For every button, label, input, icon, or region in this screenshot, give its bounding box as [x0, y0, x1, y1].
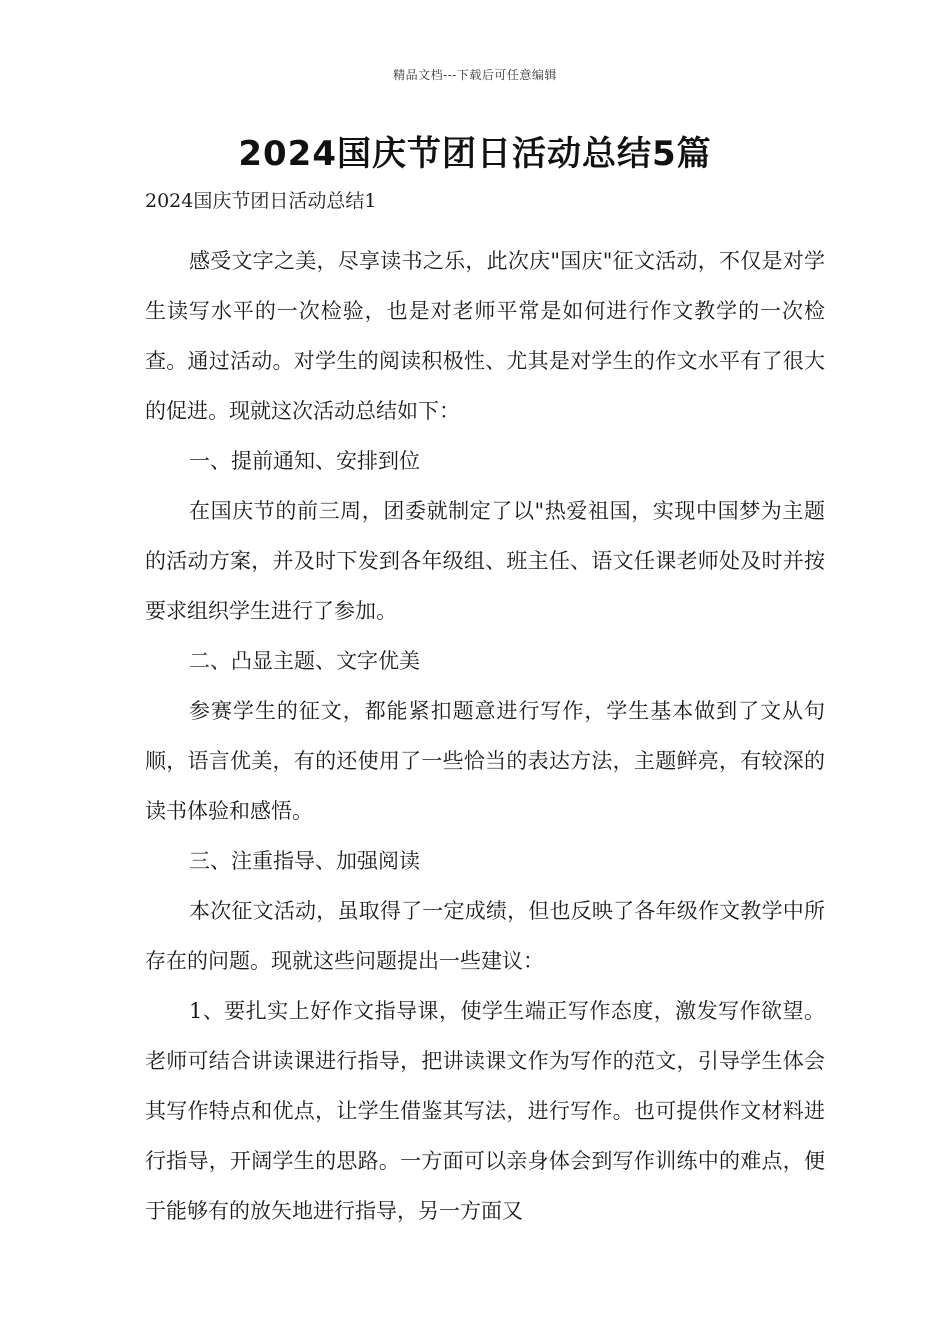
document-body — [145, 186, 825, 1236]
header-note: 精品文档---下载后可任意编辑 — [393, 68, 557, 82]
section-heading-3: 三、注重指导、加强阅读 — [189, 849, 420, 873]
paragraph-intro: 感受文字之美，尽享读书之乐，此次庆"国庆"征文活动，不仅是对学生读写水平的一次检验，也是对老师平常是如何进行作文教学的一次检查。通过活动。对学生的阅读积极性、尤其是对学生的作文水平有了很大的促进。现就这次活动总结如下： — [145, 249, 825, 423]
section-heading-1: 一、提前通知、安排到位 — [189, 449, 420, 473]
paragraph-4: 1、要扎实上好作文指导课，使学生端正写作态度，激发写作欲望。老师可结合讲读课进行指导，把讲读课文作为写作的范文，引导学生体会其写作特点和优点，让学生借鉴其写法，进行写作。也可提供作文材料进行指导，开阔学生的思路。一方面可以亲身体会到写作训练中的难点，便于能够有的放矢地进行指导，另一方面又 — [145, 999, 825, 1223]
section-subtitle: 2024国庆节团日活动总结1 — [145, 190, 377, 212]
paragraph-3: 本次征文活动，虽取得了一定成绩，但也反映了各年级作文教学中所存在的问题。现就这些问题提出一些建议： — [145, 899, 825, 973]
section-heading-2: 二、凸显主题、文字优美 — [189, 649, 420, 673]
document-title: 2024国庆节团日活动总结5篇 — [238, 134, 712, 174]
paragraph-2: 参赛学生的征文，都能紧扣题意进行写作，学生基本做到了文从句顺，语言优美，有的还使用了一些恰当的表达方法，主题鲜亮，有较深的读书体验和感悟。 — [145, 699, 825, 823]
paragraph-1: 在国庆节的前三周，团委就制定了以"热爱祖国，实现中国梦为主题的活动方案，并及时下发到各年级组、班主任、语文任课老师处及时并按要求组织学生进行了参加。 — [145, 499, 825, 623]
